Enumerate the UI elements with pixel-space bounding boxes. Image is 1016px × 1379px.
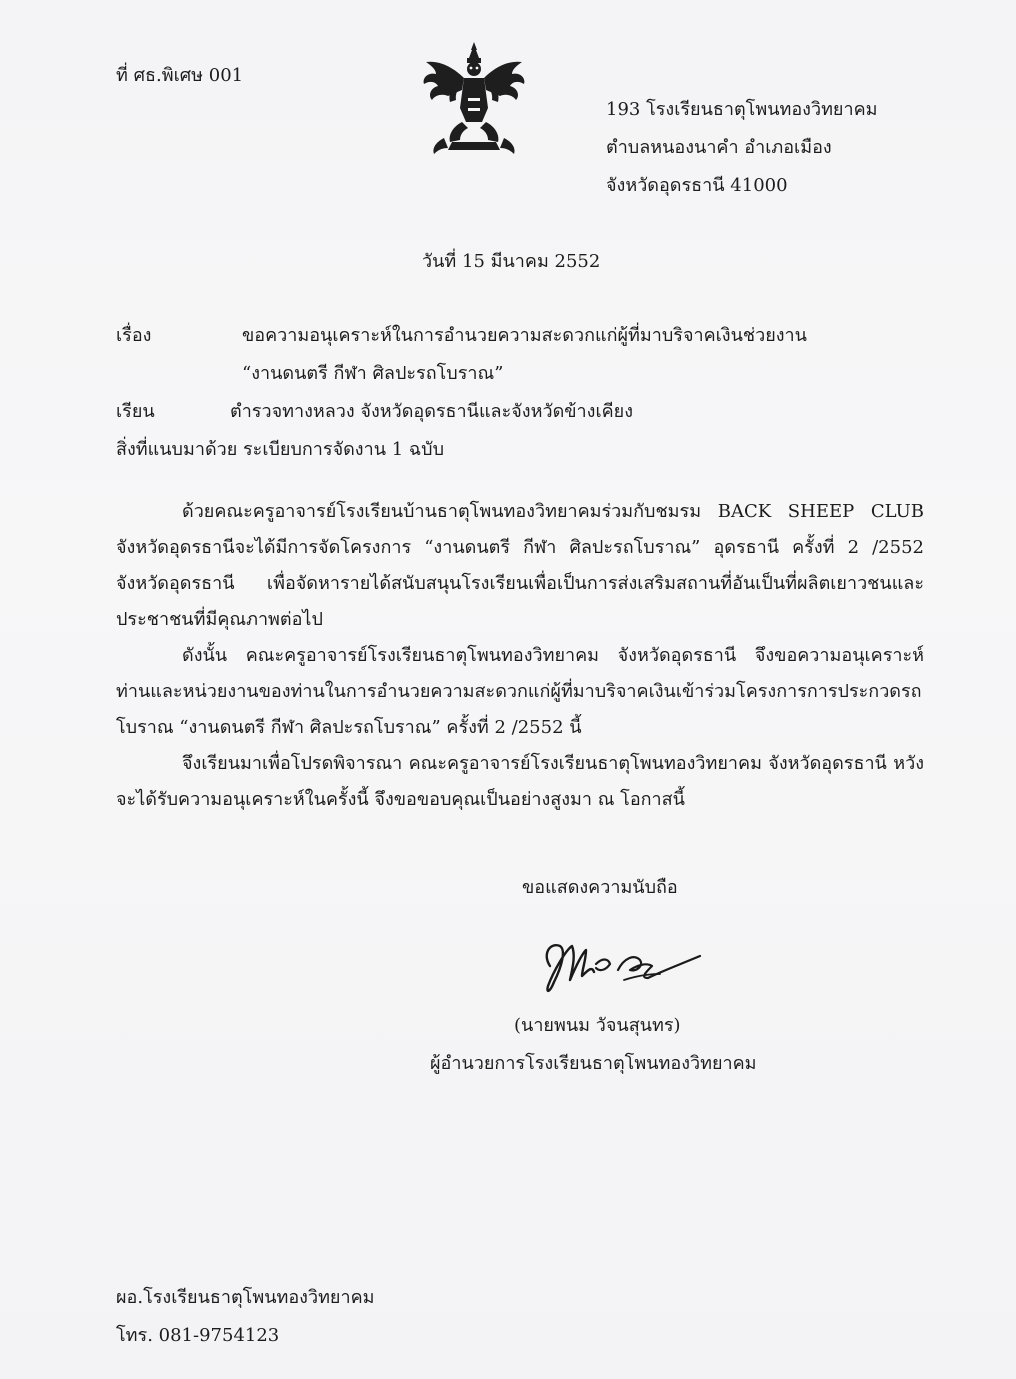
signatory-name: (นายพนม วัจนสุนทร) <box>514 1015 681 1036</box>
footer-office: ผอ.โรงเรียนธาตุโพนทองวิทยาคม <box>116 1287 375 1308</box>
subject-line-2: “งานดนตรี กีฬา ศิลปะรถโบราณ” <box>242 363 504 384</box>
reference-number: ที่ ศธ.พิเศษ 001 <box>116 65 244 86</box>
address-line-1: 193 โรงเรียนธาตุโพนทองวิทยาคม <box>606 99 878 120</box>
subject-line-1: ขอความอนุเคราะห์ในการอำนวยความสะดวกแก่ผู้ที่มาบริจาคเงินช่วยงาน <box>242 325 807 346</box>
subject-label: เรื่อง <box>116 325 152 346</box>
recipient-label: เรียน <box>116 401 155 422</box>
closing-phrase: ขอแสดงความนับถือ <box>522 877 678 898</box>
footer-phone: โทร. 081-9754123 <box>116 1325 280 1346</box>
letter-body <box>116 494 924 818</box>
body-paragraph-3: จึงเรียนมาเพื่อโปรดพิจารณา คณะครูอาจารย์โรงเรียนธาตุโพนทองวิทยาคม จังหวัดอุดรธานี หวังจะได้รับความอนุเคราะห์ในครั้งนี้ จึงขอขอบคุณเป็นอย่างสูงมา ณ โอกาสนี้ <box>116 753 924 810</box>
body-paragraph-2: ดังนั้น คณะครูอาจารย์โรงเรียนธาตุโพนทองวิทยาคม จังหวัดอุดรธานี จึงขอความอนุเคราะห์ ท่านและหน่วยงานของท่านในการอำนวยความสะดวกแก่ผู้ที่มาบริจาคเงินเข้าร่วมโครงการการประกวดรถโบราณ “งานดนตรี กีฬา ศิลปะรถโบราณ” ครั้งที่ 2 /2552 นี้ <box>116 645 924 738</box>
address-line-2: ตำบลหนองนาคำ อำเภอเมือง <box>606 137 832 158</box>
address-line-3: จังหวัดอุดรธานี 41000 <box>606 175 788 196</box>
signatory-title: ผู้อำนวยการโรงเรียนธาตุโพนทองวิทยาคม <box>430 1053 757 1074</box>
recipient-value: ตำรวจทางหลวง จังหวัดอุดรธานีและจังหวัดข้างเคียง <box>230 401 633 422</box>
garuda-emblem-icon <box>418 38 530 158</box>
body-paragraph-1: ด้วยคณะครูอาจารย์โรงเรียนบ้านธาตุโพนทองวิทยาคมร่วมกับชมรม BACK SHEEP CLUB จังหวัดอุดรธานีจะได้มีการจัดโครงการ “งานดนตรี กีฬา ศิลปะรถโบราณ” อุดรธานี ครั้งที่ 2 /2552 จังหวัดอุดรธานี เพื่อจัดหารายได้สนับสนุนโรงเรียนเพื่อเป็นการส่งเสริมสถานที่อันเป็นที่ผลิตเยาวชนและประชาชนที่มีคุณภาพต่อไป <box>116 501 924 630</box>
signature-icon <box>536 936 706 998</box>
letter-date: วันที่ 15 มีนาคม 2552 <box>422 251 601 272</box>
enclosure-line: สิ่งที่แนบมาด้วย ระเบียบการจัดงาน 1 ฉบับ <box>116 439 445 460</box>
